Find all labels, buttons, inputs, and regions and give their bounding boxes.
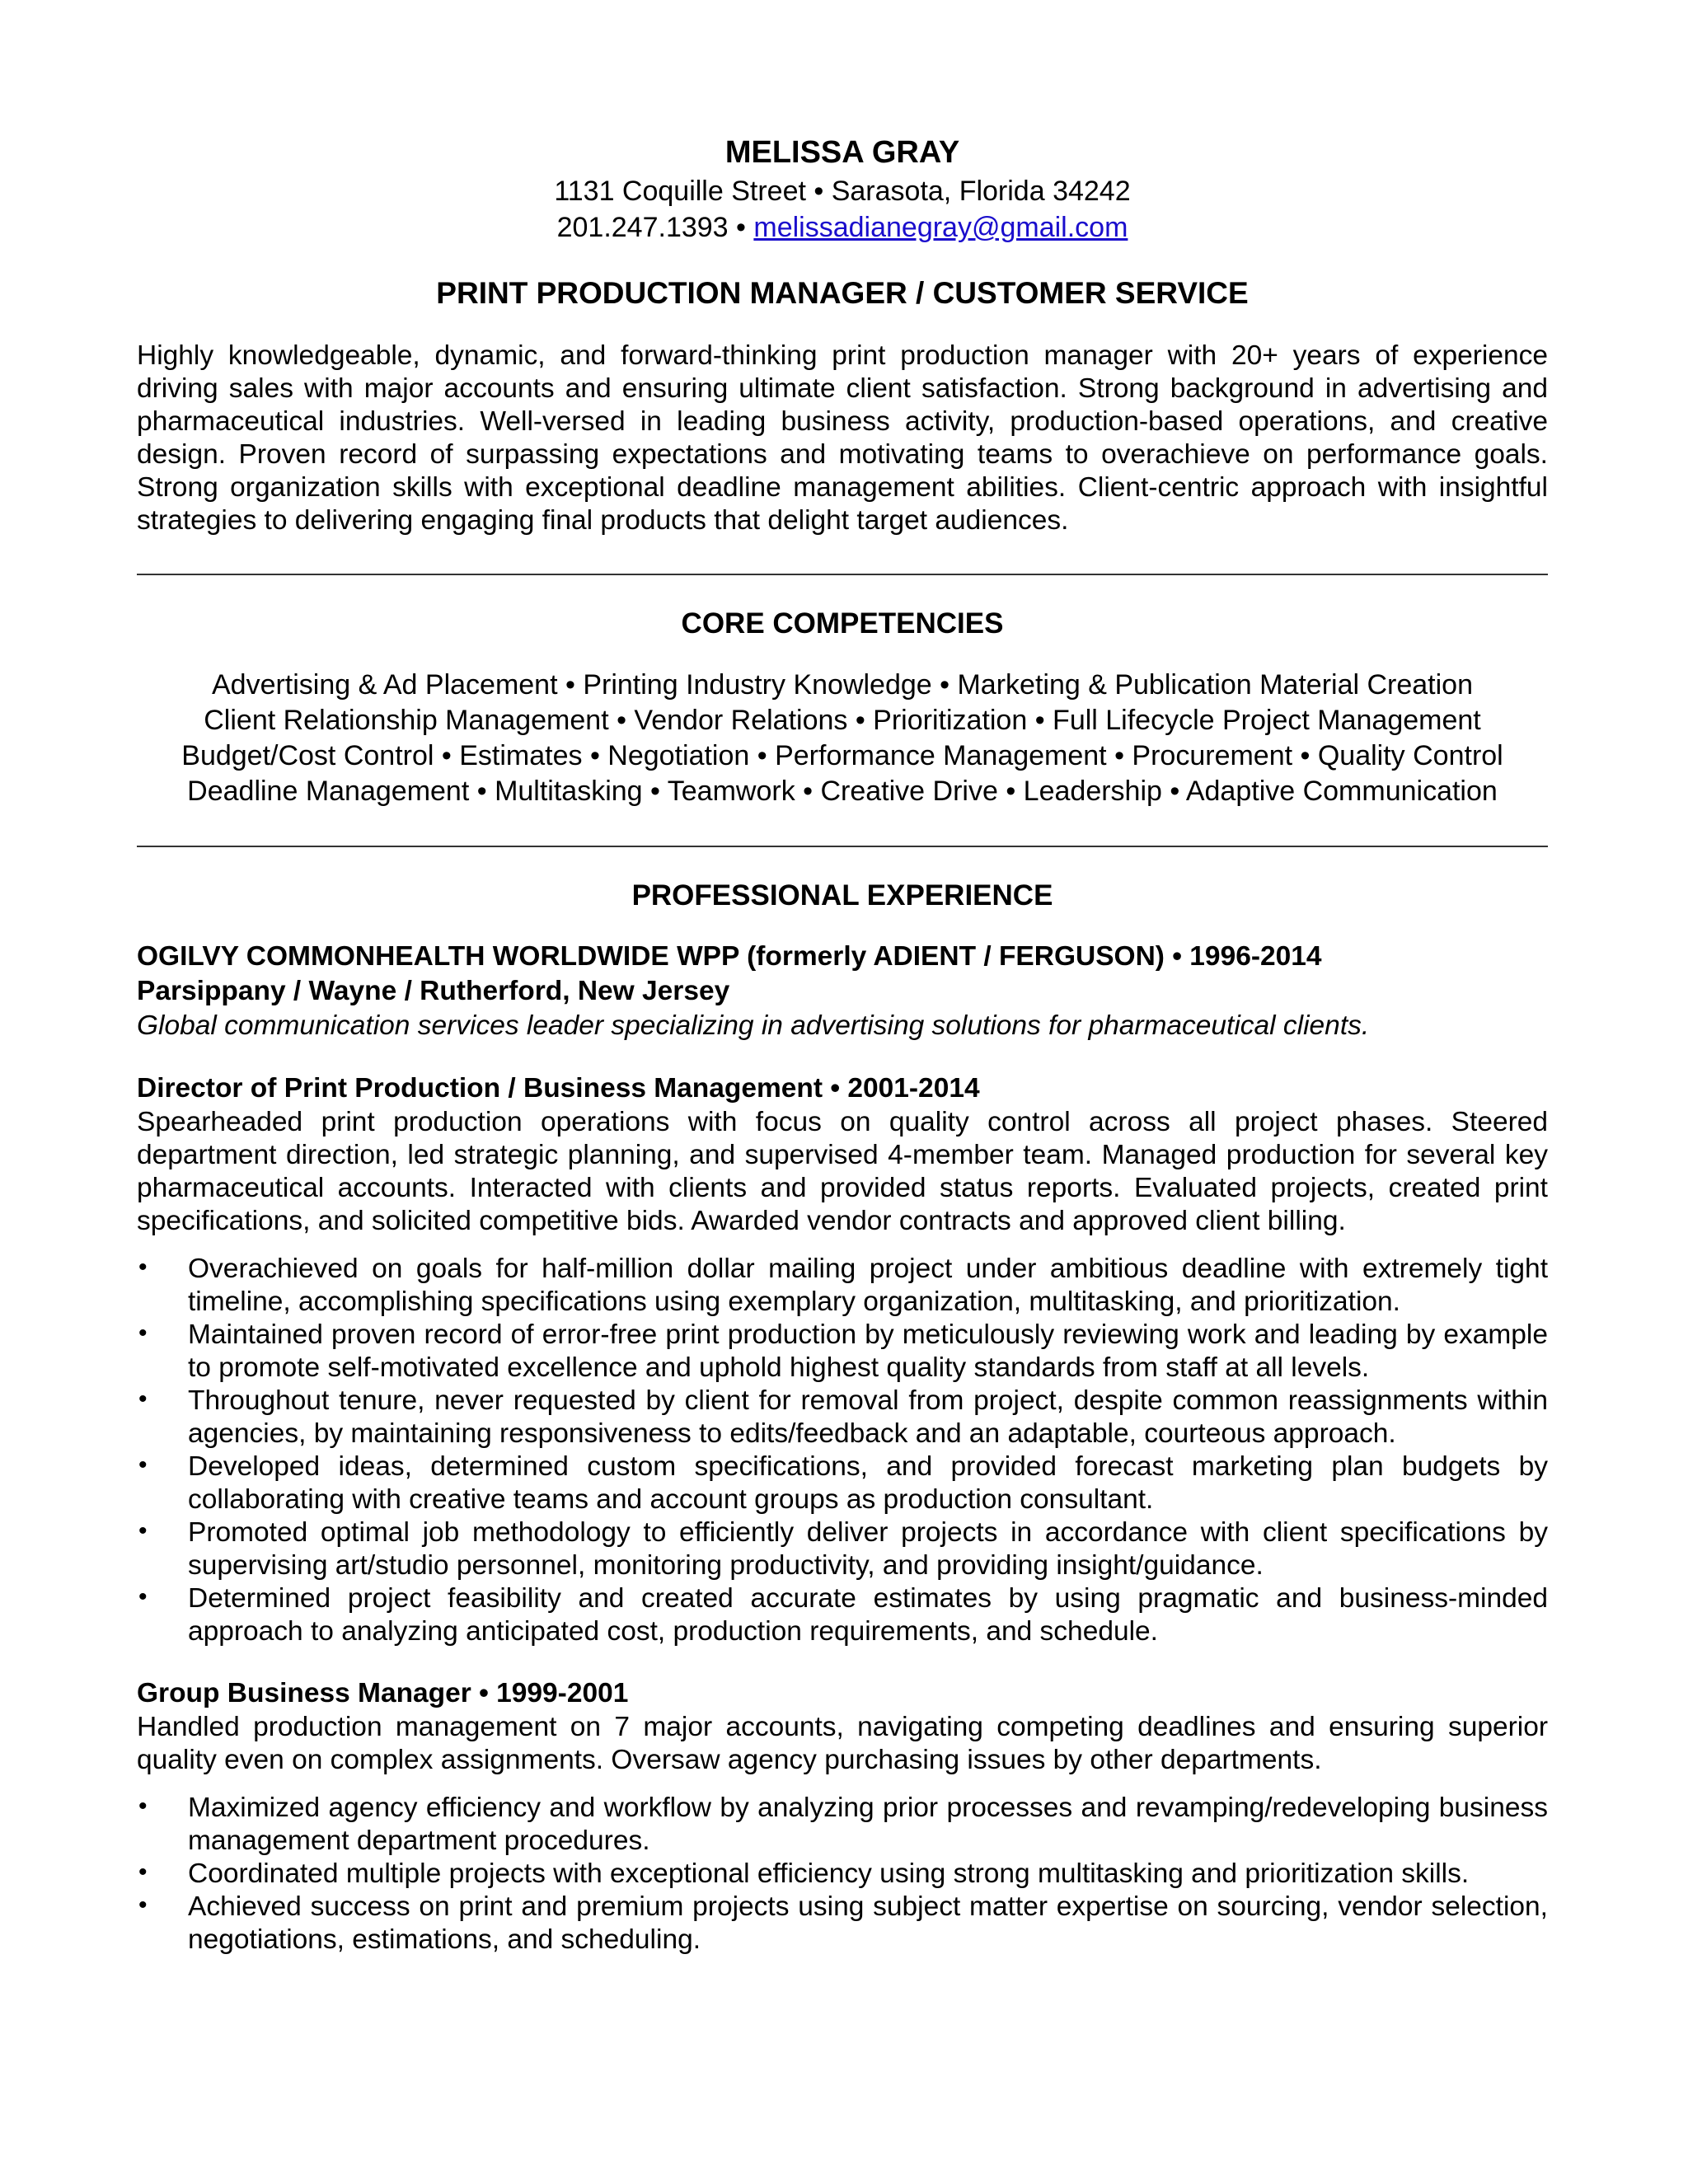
phone-number: 201.247.1393 • (556, 212, 754, 243)
professional-headline: PRINT PRODUCTION MANAGER / CUSTOMER SERVICE (436, 276, 1249, 310)
achievement-item (137, 1451, 1548, 1516)
address-line: 1131 Coquille Street • Sarasota, Florida 34242 (554, 176, 1131, 207)
achievement-item (137, 1792, 1548, 1858)
bullet-icon: • (138, 1319, 148, 1347)
achievement-text: Maintained proven record of error-free print production by meticulously reviewing work and leading by example to promote self-motivated excellence and uphold highest quality standards from staff at all levels. (188, 1319, 1548, 1383)
achievement-text: Promoted optimal job methodology to efficiently deliver projects in accordance with client specifications by supervising art/studio personnel, monitoring productivity, and providing insight/guidance. (188, 1517, 1548, 1581)
achievement-item (137, 1253, 1548, 1319)
achievement-text: Overachieved on goals for half-million dollar mailing project under ambitious deadline with extremely tight timeline, accomplishing specifications using exemplary organization, multitasking, and prioritization. (188, 1254, 1548, 1317)
achievement-item (137, 1891, 1548, 1957)
competency-line: Client Relationship Management • Vendor Relations • Prioritization • Full Lifecycle Project Management (204, 705, 1481, 736)
achievement-item (137, 1319, 1548, 1385)
bullet-icon: • (138, 1385, 148, 1413)
bullet-icon: • (138, 1451, 148, 1479)
professional-experience-title: PROFESSIONAL EXPERIENCE (631, 879, 1053, 912)
bullet-icon: • (138, 1254, 148, 1281)
achievement-item (137, 1582, 1548, 1648)
role-title: Director of Print Production / Business Management • 2001-2014 (137, 1073, 980, 1104)
competencies-list (137, 668, 1548, 809)
achievement-text: Determined project feasibility and created accurate estimates by using pragmatic and business-minded approach to analyzing anticipated cost, production requirements, and schedule. (188, 1583, 1548, 1647)
company-name: OGILVY COMMONHEALTH WORLDWIDE WPP (formerly ADIENT / FERGUSON) • 1996-2014 (137, 941, 1322, 972)
email-link[interactable]: melissadianegray@gmail.com (753, 212, 1128, 243)
core-competencies-title: CORE COMPETENCIES (681, 607, 1004, 640)
resume-header (137, 132, 1548, 246)
bullet-icon: • (138, 1891, 148, 1919)
achievement-list (137, 1253, 1548, 1648)
bullet-icon: • (138, 1583, 148, 1610)
bullet-icon: • (138, 1858, 148, 1886)
role-description: Handled production management on 7 major accounts, navigating competing deadlines and ensuring superior quality even on complex assignments. Oversaw agency purchasing issues by other departments. (137, 1712, 1548, 1775)
competency-line: Advertising & Ad Placement • Printing Industry Knowledge • Marketing & Publication Material Creation (211, 669, 1474, 701)
achievement-item (137, 1516, 1548, 1582)
professional-summary: Highly knowledgeable, dynamic, and forward-thinking print production manager with 20+ years of experience driving sales with major accounts and ensuring ultimate client satisfaction. Strong background in advertising and pharmaceutical industries. Well-versed in leading business activity, production-based operations, and creative design. Proven record of surpassing expectations and motivating teams to overachieve on performance goals. Strong organization skills with exceptional deadline management abilities. Client-centric approach with insightful strategies to delivering engaging final products that delight target audiences. (137, 340, 1548, 536)
role-title: Group Business Manager • 1999-2001 (137, 1678, 629, 1708)
company-location: Parsippany / Wayne / Rutherford, New Jersey (137, 976, 730, 1006)
bullet-icon: • (138, 1793, 148, 1820)
competency-line: Budget/Cost Control • Estimates • Negotiation • Performance Management • Procurement • Quality Control (181, 740, 1503, 771)
achievement-text: Coordinated multiple projects with exceptional efficiency using strong multitasking and prioritization skills. (188, 1858, 1470, 1889)
achievement-item (137, 1858, 1548, 1891)
achievement-text: Maximized agency efficiency and workflow by analyzing prior processes and revamping/redeveloping business management department procedures. (188, 1793, 1548, 1856)
phone-email-line (137, 209, 1548, 246)
competency-line: Deadline Management • Multitasking • Teamwork • Creative Drive • Leadership • Adaptive Communication (187, 776, 1498, 807)
section-divider (137, 574, 1548, 575)
achievement-list (137, 1792, 1548, 1957)
achievement-text: Throughout tenure, never requested by client for removal from project, despite common reassignments within agencies, by maintaining responsiveness to edits/feedback and an adaptable, courteous approach. (188, 1385, 1548, 1449)
candidate-name: MELISSA GRAY (724, 135, 960, 170)
achievement-item (137, 1385, 1548, 1451)
section-divider (137, 846, 1548, 847)
role-description: Spearheaded print production operations with focus on quality control across all project phases. Steered department direction, led strategic planning, and supervised 4-member team. Managed production for several key pharmaceutical accounts. Interacted with clients and provided status reports. Evaluated projects, created print specifications, and solicited competitive bids. Awarded vendor contracts and approved client billing. (137, 1107, 1548, 1236)
bullet-icon: • (138, 1517, 148, 1544)
achievement-text: Achieved success on print and premium projects using subject matter expertise on sourcing, vendor selection, negotiations, estimations, and scheduling. (188, 1891, 1548, 1955)
company-tagline: Global communication services leader specializing in advertising solutions for pharmaceutical clients. (137, 1010, 1370, 1041)
achievement-text: Developed ideas, determined custom specifications, and provided forecast marketing plan budgets by collaborating with creative teams and account groups as production consultant. (188, 1451, 1548, 1515)
resume-page (137, 132, 1548, 1957)
